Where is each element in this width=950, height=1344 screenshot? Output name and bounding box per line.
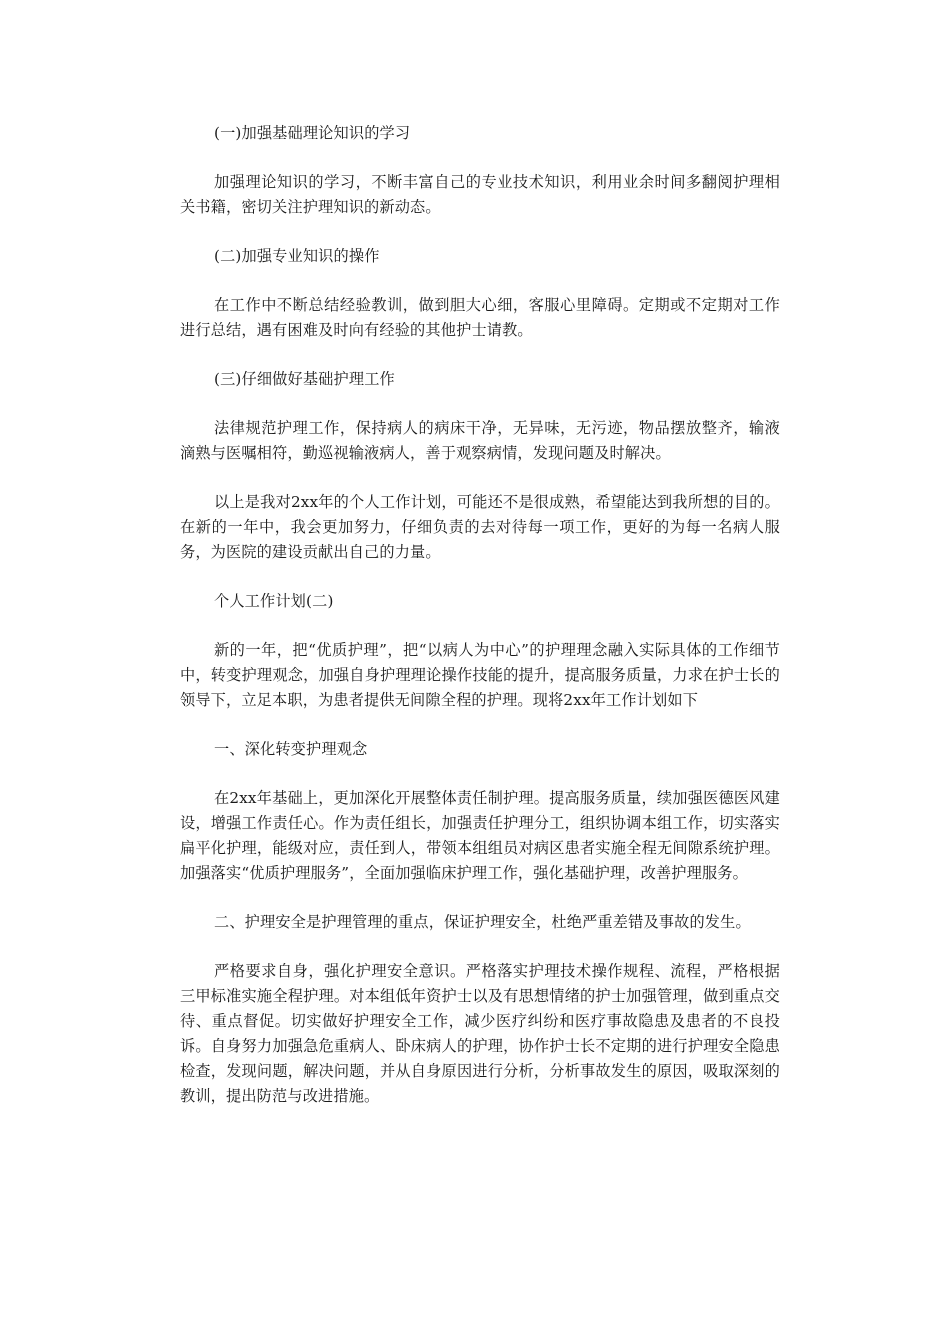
paragraph-2: 在工作中不断总结经验教训，做到胆大心细，客服心里障碍。定期或不定期对工作进行总结，遇有困难及时向有经验的其他护士请教。 <box>180 296 780 339</box>
document-page <box>180 121 780 1109</box>
paragraph-summary: 以上是我对2xx年的个人工作计划，可能还不是很成熟，希望能达到我所想的目的。在新的一年中，我会更加努力，仔细负责的去对待每一项工作，更好的为每一名病人服务，为医院的建设贡献出自己的力量。 <box>180 493 780 561</box>
section-heading-2: (二)加强专业知识的操作 <box>214 247 380 265</box>
paragraph-3: 法律规范护理工作，保持病人的病床干净，无异味，无污迹，物品摆放整齐，输液滴熟与医嘱相符，勤巡视输液病人，善于观察病情，发现问题及时解决。 <box>180 419 780 462</box>
section-heading-two: 二、护理安全是护理管理的重点，保证护理安全，杜绝严重差错及事故的发生。 <box>214 913 751 931</box>
paragraph-1: 加强理论知识的学习，不断丰富自己的专业技术知识，利用业余时间多翻阅护理相关书籍，密切关注护理知识的新动态。 <box>180 173 780 216</box>
section-heading-3: (三)仔细做好基础护理工作 <box>214 370 395 388</box>
paragraph-intro: 新的一年，把“优质护理”，把“以病人为中心”的护理理念融入实际具体的工作细节中，转变护理观念，加强自身护理理论操作技能的提升，提高服务质量，力求在护士长的领导下，立足本职，为患者提供无间隙全程的护理。现将2xx年工作计划如下 <box>180 641 780 709</box>
section-heading-1: (一)加强基础理论知识的学习 <box>214 124 411 142</box>
paragraph-safety: 严格要求自身，强化护理安全意识。严格落实护理技术操作规程、流程，严格根据三甲标准实施全程护理。对本组低年资护士以及有思想情绪的护士加强管理，做到重点交待、重点督促。切实做好护理安全工作，减少医疗纠纷和医疗事故隐患及患者的不良投诉。自身努力加强急危重病人、卧床病人的护理，协作护士长不定期的进行护理安全隐患检查，发现问题，解决问题，并从自身原因进行分析，分析事故发生的原因，吸取深刻的教训，提出防范与改进措施。 <box>180 962 780 1105</box>
section-heading-one: 一、深化转变护理观念 <box>214 740 368 758</box>
paragraph-deepen: 在2xx年基础上，更加深化开展整体责任制护理。提高服务质量，续加强医德医风建设，增强工作责任心。作为责任组长，加强责任护理分工，组织协调本组工作，切实落实扁平化护理，能级对应，责任到人，带领本组组员对病区患者实施全程无间隙系统护理。加强落实“优质护理服务”，全面加强临床护理工作，强化基础护理，改善护理服务。 <box>180 789 780 882</box>
plan-two-title: 个人工作计划(二) <box>214 592 334 610</box>
